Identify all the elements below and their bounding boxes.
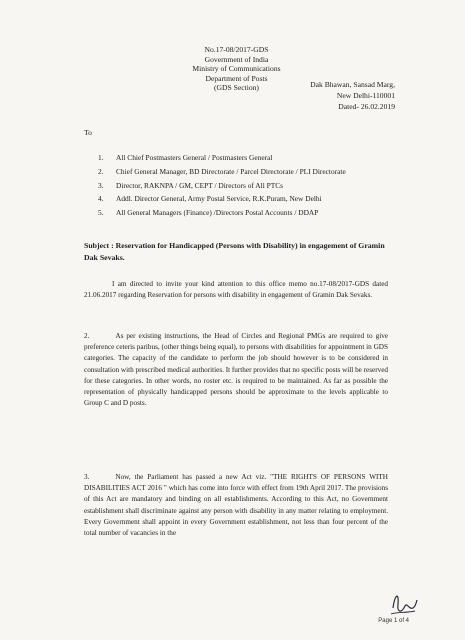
recipient-item [98,208,398,218]
to-label: To [84,128,92,137]
sender-address [310,79,395,112]
ministry: Ministry of Communications [192,64,281,74]
paragraph-1 [84,279,388,301]
recipient-item [98,194,398,204]
address-line-1: Dak Bhawan, Sansad Marg, [310,80,395,89]
section: (GDS Section) [214,83,259,93]
recipient-number: 5. [98,208,104,218]
paragraph-2-text: As per existing instructions, the Head of Circles and Regional PMGs are required to give preference ceteris paribus, (other things being equal), to persons with disabilities for appointment in GDS categories. The capacity of the candidate to perform the job should however is to be considered in consultation with prescribed medical authorities. It further provides that no specific posts will be reserved for these categories. In other words, no roster etc. is required to be maintained. As far as possible the representation of physically handicapped persons should be approximate to the levels applicable to Group C and D posts. [84,332,388,408]
address-line-2: New Delhi-110001 [336,91,395,100]
recipient-text: All Chief Postmasters General / Postmasters General [116,153,273,162]
subject-line: Subject : Reservation for Handicapped (Persons with Disability) in engagement of Gramin Dak Sevaks. [84,241,385,262]
paragraph-3 [84,472,388,539]
recipient-number: 3. [98,180,104,190]
page-number: Page 1 of 4 [378,618,409,624]
recipient-text: All General Managers (Finance) /Directors Postal Accounts / DDAP [116,208,319,218]
paragraph-3-number: 3. [84,473,90,481]
paragraph-1-text: I am directed to invite your kind attention to this office memo no.17-08/2017-GDS dated 21.06.2017 regarding Reservation for persons with disability in engagement of Gramin Dak Sevaks. [84,280,388,300]
paragraph-2-number: 2. [84,332,90,340]
government: Government of India [204,54,269,64]
recipient-number: 1. [98,153,104,162]
recipient-number: 2. [98,166,104,176]
recipient-list [98,153,398,222]
recipient-text: Director, RAKNPA / GM, CEPT / Directors of All PTCs [116,180,284,190]
department: Department of Posts [205,73,268,83]
handwritten-initials [387,588,419,620]
recipient-item [98,153,398,163]
file-number: No.17-08/2017-GDS [204,45,269,54]
recipient-item [98,167,398,177]
recipient-text: Addl. Director General, Army Postal Service, R.K.Puram, New Delhi [116,194,322,204]
recipient-text: Chief General Manager, BD Directorate / Parcel Directorate / PLI Directorate [116,166,346,176]
letter-date: Dated- 26.02.2019 [338,102,395,111]
letter-header [0,45,465,93]
recipient-item [98,181,398,191]
paragraph-3-text: Now, the Parliament has passed a new Act viz. "THE RIGHTS OF PERSONS WITH DISABILITIES ACT 2016 " which has come into force with effect from 19th April 2017. The provisions of this Act are mandatory and binding on all establishments. According to this Act, no Government establishment shall discriminate against any person with disability in any matter relating to employment. Every Government shall appoint in every Government establishment, not less than four percent of the total number of vacancies in the [84,473,388,538]
recipient-number: 4. [98,194,104,204]
paragraph-2 [84,331,388,409]
